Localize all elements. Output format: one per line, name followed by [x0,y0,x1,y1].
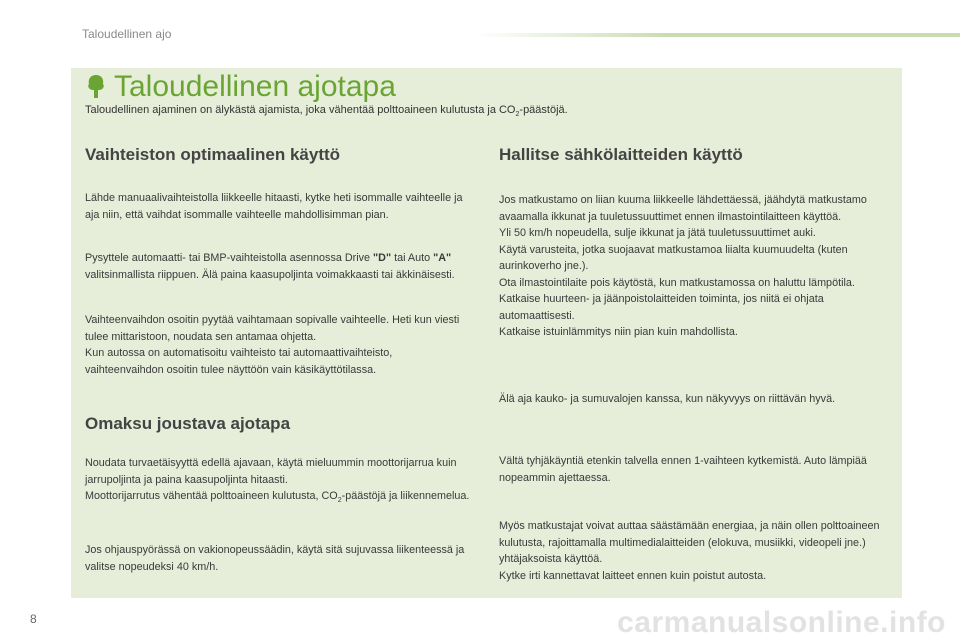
paragraph-text: Myös matkustajat voivat auttaa säästämään energiaa, ja näin ollen polttoaineen kulutusta, rajoittamalla multimedialaitteiden (elokuva, musiikki, videopeli jne.) yhtäjaksoista käyttöä. [499,520,880,565]
watermark: carmanualsonline.info [617,606,946,639]
section-heading-gearbox: Vaihteiston optimaalinen käyttö [85,145,341,164]
paragraph-safe-distance [85,455,470,510]
paragraph-text: Vaihteenvaihdon osoitin pyytää vaihtamaan sopivalle vaihteelle. Heti kun viesti tulee mittaristoon, noudata sen antamaa ohjetta. [85,314,460,343]
page-title-text: Taloudellinen ajotapa [114,70,396,103]
paragraph-lights [499,391,899,408]
paragraph-text: Ota ilmastointilaite pois käytöstä, kun matkustamossa on haluttu lämpötila. [499,276,855,289]
intro-text-part: -päästöjä. [519,104,568,116]
paragraph-manual-gearbox [85,190,470,223]
section-heading-driving-style: Omaksu joustava ajotapa [85,414,291,433]
text-part: tai Auto [391,252,434,264]
paragraph-gear-indicator [85,312,470,378]
paragraph-text [85,250,470,283]
paragraph-text: Katkaise istuinlämmitys niin pian kuin mahdollista. [499,326,738,338]
page-title [86,70,396,104]
paragraph-text [85,488,470,510]
page-number: 8 [30,612,37,626]
paragraph-text: Noudata turvaetäisyyttä edellä ajavaan, käytä mieluummin moottorijarrua kuin jarrupoljinta ja paina kaasupoljinta hitaasti. [85,457,457,486]
paragraph-automatic-gearbox [85,250,470,283]
co2-subscript: 2 [337,497,342,505]
paragraph-text: Käytä varusteita, jotka suojaavat matkustamoa liialta kuumuudelta (kuten aurinkoverho jne.). [499,243,848,272]
paragraph-text: Kytke irti kannettavat laitteet ennen kuin poistut autosta. [499,569,767,582]
text-part: Moottorijarrutus vähentää polttoaineen kulutusta, CO [85,490,338,502]
drive-mode-label: "D" [373,252,392,264]
paragraph-passengers [499,518,884,584]
paragraph-cabin-temperature [499,192,884,341]
auto-mode-label: "A" [433,252,452,264]
paragraph-text: Jos matkustamo on liian kuuma liikkeelle lähdettäessä, jäähdytä matkustamo avaamalla ikkunat ja tuuletussuuttimet ennen ilmastointilaitteen käyttöä. [499,194,867,223]
header-divider [475,33,960,37]
paragraph-text: Kun autossa on automatisoitu vaihteisto tai automaattivaihteisto, vaihteenvaihdon osoitin tulee näyttöön vain käsikäyttötilassa. [85,347,393,376]
paragraph-text: Katkaise huurteen- ja jäänpoistolaitteiden toiminta, jos niitä ei ohjata automaattisesti. [499,293,824,322]
header-title: Taloudellinen ajo [82,27,172,41]
section-heading-electrical: Hallitse sähkölaitteiden käyttö [499,145,743,164]
paragraph-text: Jos ohjauspyörässä on vakionopeussäädin, käytä sitä sujuvassa liikenteessä ja valitse nopeudeksi 40 km/h. [85,544,465,573]
intro-text-part: Taloudellinen ajaminen on älykästä ajamista, joka vähentää polttoaineen kulutusta ja CO [85,104,516,116]
paragraph-text: Älä aja kauko- ja sumuvalojen kanssa, kun näkyvyys on riittävän hyvä. [499,393,836,405]
paragraph-text: Yli 50 km/h nopeudella, sulje ikkunat ja jätä tuuletussuuttimet auki. [499,227,816,239]
paragraph-text: Vältä tyhjäkäyntiä etenkin talvella ennen 1-vaihteen kytkemistä. Auto lämpiää nopeammin ajettaessa. [499,455,867,484]
text-part: Pysyttele automaatti- tai BMP-vaihteistolla asennossa Drive [85,252,374,264]
text-part: -päästöjä ja liikennemelua. [341,490,470,502]
paragraph-idling [499,453,884,486]
paragraph-text: Lähde manuaalivaihteistolla liikkeelle hitaasti, kytke heti isommalle vaihteelle ja aja niin, että vaihdat isommalle vaihteelle mahdollisimman pian. [85,192,463,221]
text-part: valitsinmallista riippuen. Älä paina kaasupoljinta voimakkaasti tai äkkinäisesti. [85,268,455,281]
paragraph-cruise-control [85,542,470,575]
tree-icon [86,74,106,100]
intro-text [85,104,895,118]
intro-subscript: 2 [515,111,520,119]
